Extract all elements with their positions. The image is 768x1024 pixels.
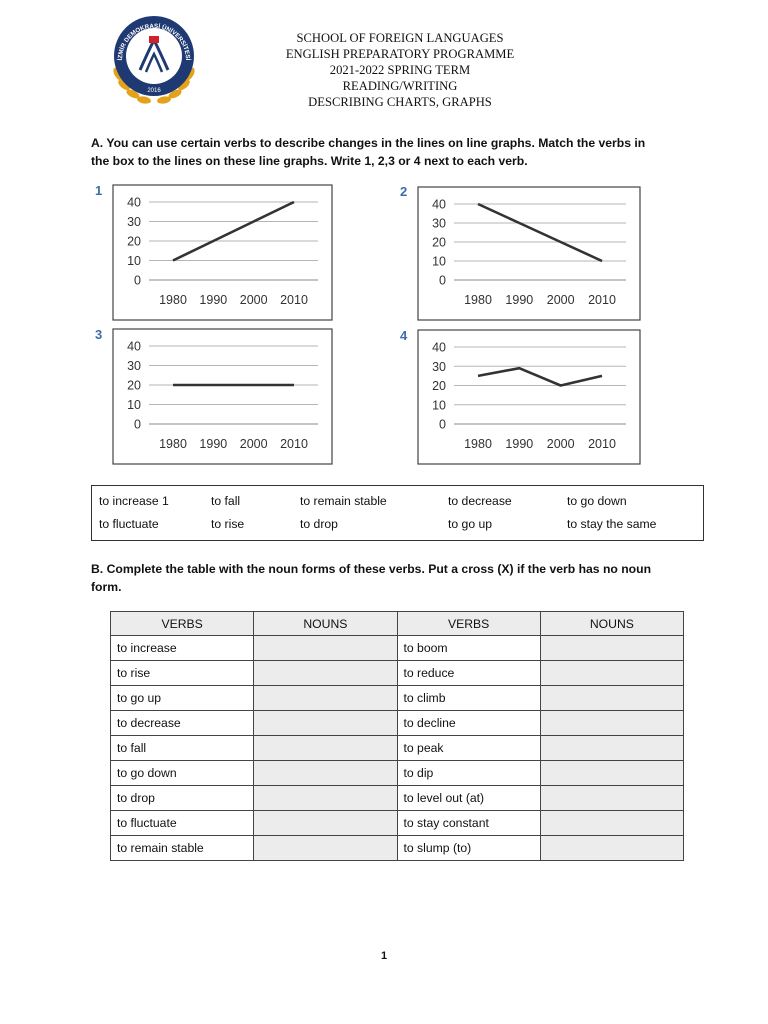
y-tick-label: 30 bbox=[432, 216, 446, 231]
section-b-instructions bbox=[91, 560, 671, 596]
x-tick-label: 1980 bbox=[159, 437, 187, 451]
table-row bbox=[111, 761, 684, 786]
header-school: SCHOOL OF FOREIGN LANGUAGES bbox=[296, 31, 504, 45]
x-tick-label: 1980 bbox=[464, 293, 492, 307]
verb-cell: to increase bbox=[111, 636, 254, 661]
noun-answer-cell[interactable] bbox=[540, 761, 683, 786]
x-tick-label: 2000 bbox=[546, 293, 575, 307]
noun-answer-cell[interactable] bbox=[540, 711, 683, 736]
y-tick-label: 0 bbox=[134, 273, 141, 288]
header-verbs-1: VERBS bbox=[111, 612, 254, 636]
header-nouns-1: NOUNS bbox=[254, 612, 397, 636]
verb-cell: to climb bbox=[397, 686, 540, 711]
page-number: 1 bbox=[380, 950, 388, 962]
y-tick-label: 30 bbox=[432, 359, 446, 374]
verb-cell: to dip bbox=[397, 761, 540, 786]
verb-item: to stay the same bbox=[567, 517, 657, 531]
x-tick-label: 1990 bbox=[199, 293, 228, 307]
graph-number-1: 1 bbox=[95, 183, 103, 198]
y-tick-label: 40 bbox=[432, 340, 446, 355]
noun-answer-cell[interactable] bbox=[540, 736, 683, 761]
noun-answer-cell[interactable] bbox=[254, 661, 397, 686]
table-row bbox=[111, 636, 684, 661]
y-tick-label: 10 bbox=[432, 398, 446, 413]
verb-cell: to fluctuate bbox=[111, 811, 254, 836]
verb-item: to go down bbox=[567, 494, 627, 508]
noun-answer-cell[interactable] bbox=[254, 786, 397, 811]
noun-answer-cell[interactable] bbox=[254, 686, 397, 711]
verb-cell: to stay constant bbox=[397, 811, 540, 836]
verb-cell: to rise bbox=[111, 661, 254, 686]
y-tick-label: 10 bbox=[127, 398, 141, 412]
verb-box bbox=[91, 485, 704, 541]
y-tick-label: 20 bbox=[127, 378, 141, 393]
x-tick-label: 1990 bbox=[505, 437, 534, 451]
table-row bbox=[111, 736, 684, 761]
x-tick-label: 1980 bbox=[159, 293, 187, 307]
x-tick-label: 2010 bbox=[588, 293, 616, 307]
x-tick-label: 2000 bbox=[239, 437, 268, 451]
graph-number-3: 3 bbox=[95, 327, 103, 342]
table-row bbox=[111, 786, 684, 811]
graph-number-2: 2 bbox=[400, 184, 408, 199]
verb-item: to fluctuate bbox=[99, 517, 159, 531]
section-b-line-1: B. Complete the table with the noun forms of these verbs. Put a cross (X) if the verb has no noun bbox=[91, 562, 652, 576]
y-tick-label: 30 bbox=[127, 359, 141, 373]
noun-answer-cell[interactable] bbox=[540, 686, 683, 711]
noun-answer-cell[interactable] bbox=[254, 636, 397, 661]
graph-number-4: 4 bbox=[400, 328, 408, 343]
x-tick-label: 2000 bbox=[239, 293, 268, 307]
y-tick-label: 40 bbox=[127, 339, 141, 354]
verb-cell: to remain stable bbox=[111, 836, 254, 861]
section-a-line-1: A. You can use certain verbs to describe changes in the lines on line graphs. Match the verbs in bbox=[91, 136, 646, 150]
y-tick-label: 10 bbox=[127, 254, 141, 268]
noun-answer-cell[interactable] bbox=[254, 711, 397, 736]
y-tick-label: 10 bbox=[432, 254, 446, 269]
y-tick-label: 30 bbox=[127, 215, 141, 229]
verb-cell: to decrease bbox=[111, 711, 254, 736]
verb-item: to increase 1 bbox=[99, 494, 169, 508]
y-tick-label: 20 bbox=[127, 234, 141, 249]
noun-forms-table bbox=[110, 611, 684, 861]
section-a-line-2: the box to the lines on these line graphs. Write 1, 2,3 or 4 next to each verb. bbox=[91, 154, 528, 168]
noun-answer-cell[interactable] bbox=[254, 736, 397, 761]
noun-answer-cell[interactable] bbox=[540, 661, 683, 686]
table-row bbox=[111, 686, 684, 711]
verb-item: to remain stable bbox=[300, 494, 387, 508]
verb-cell: to peak bbox=[397, 736, 540, 761]
table-row bbox=[111, 836, 684, 861]
verb-cell: to go up bbox=[111, 686, 254, 711]
noun-answer-cell[interactable] bbox=[540, 811, 683, 836]
verb-cell: to decline bbox=[397, 711, 540, 736]
logo-year: 2016 bbox=[147, 88, 161, 94]
x-tick-label: 2010 bbox=[588, 437, 616, 451]
header-term: 2021-2022 SPRING TERM bbox=[329, 63, 471, 77]
noun-answer-cell[interactable] bbox=[540, 636, 683, 661]
y-tick-label: 20 bbox=[432, 235, 446, 250]
noun-answer-cell[interactable] bbox=[254, 761, 397, 786]
x-tick-label: 1980 bbox=[464, 437, 492, 451]
table-row bbox=[111, 711, 684, 736]
verb-cell: to level out (at) bbox=[397, 786, 540, 811]
header-topic: DESCRIBING CHARTS, GRAPHS bbox=[308, 95, 492, 109]
verb-cell: to go down bbox=[111, 761, 254, 786]
header-programme: ENGLISH PREPARATORY PROGRAMME bbox=[285, 47, 515, 61]
noun-answer-cell[interactable] bbox=[254, 811, 397, 836]
noun-answer-cell[interactable] bbox=[254, 836, 397, 861]
header-course: READING/WRITING bbox=[342, 79, 458, 93]
x-tick-label: 2010 bbox=[280, 437, 308, 451]
y-tick-label: 40 bbox=[432, 197, 446, 212]
x-tick-label: 1990 bbox=[505, 293, 534, 307]
y-tick-label: 0 bbox=[439, 417, 446, 432]
verb-cell: to fall bbox=[111, 736, 254, 761]
noun-answer-cell[interactable] bbox=[540, 786, 683, 811]
verb-cell: to slump (to) bbox=[397, 836, 540, 861]
y-tick-label: 0 bbox=[134, 417, 141, 432]
x-tick-label: 2010 bbox=[280, 293, 308, 307]
y-tick-label: 20 bbox=[432, 379, 446, 393]
table-row bbox=[111, 811, 684, 836]
verb-cell: to drop bbox=[111, 786, 254, 811]
table-row bbox=[111, 661, 684, 686]
x-tick-label: 1990 bbox=[199, 437, 228, 451]
table-header-row bbox=[111, 612, 684, 636]
verb-item: to drop bbox=[300, 517, 338, 531]
verb-item: to fall bbox=[211, 494, 241, 508]
header-verbs-2: VERBS bbox=[397, 612, 540, 636]
verb-cell: to reduce bbox=[397, 661, 540, 686]
logo-text: İZMİR DEMOKRASİ ÜNİVERSİTESİ bbox=[116, 22, 192, 61]
verb-item: to decrease bbox=[448, 494, 512, 508]
y-tick-label: 0 bbox=[439, 273, 446, 288]
section-b-line-2: form. bbox=[91, 580, 122, 594]
verb-item: to go up bbox=[448, 517, 493, 531]
verb-cell: to boom bbox=[397, 636, 540, 661]
header-nouns-2: NOUNS bbox=[540, 612, 683, 636]
noun-answer-cell[interactable] bbox=[540, 836, 683, 861]
x-tick-label: 2000 bbox=[546, 437, 575, 451]
verb-item: to rise bbox=[211, 517, 245, 531]
y-tick-label: 40 bbox=[127, 195, 141, 210]
